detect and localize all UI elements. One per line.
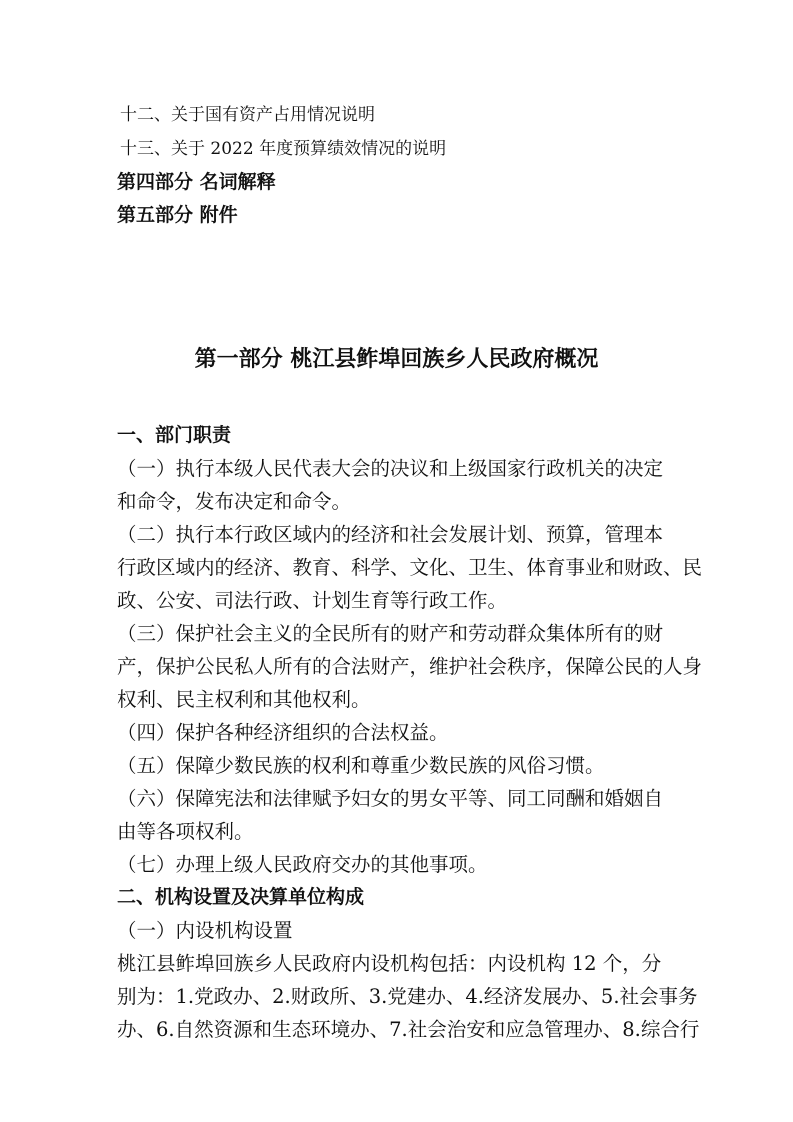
- toc-part-5: 第五部分 附件: [117, 204, 238, 226]
- paragraph-line: （三）保护社会主义的全民所有的财产和劳动群众集体所有的财: [117, 622, 664, 645]
- paragraph-line: 权利、民主权利和其他权利。: [117, 688, 371, 711]
- heading-structure: 二、机构设置及决算单位构成: [117, 886, 365, 908]
- paragraph-line: 产，保护公民私人所有的合法财产，维护社会秩序，保障公民的人身: [117, 655, 703, 678]
- paragraph-line: 行政区域内的经济、教育、科学、文化、卫生、体育事业和财政、民: [117, 556, 703, 579]
- paragraph-line: 和命令，发布决定和命令。: [117, 490, 352, 513]
- paragraph-line: 别为：1.党政办、2.财政所、3.党建办、4.经济发展办、5.社会事务: [117, 985, 698, 1008]
- paragraph-line: 办、6.自然资源和生态环境办、7.社会治安和应急管理办、8.综合行: [117, 1018, 700, 1041]
- paragraph-line: 桃江县鲊埠回族乡人民政府内设机构包括：内设机构 12 个，分: [117, 952, 662, 975]
- section-title: 第一部分 桃江县鲊埠回族乡人民政府概况: [194, 347, 599, 372]
- paragraph-line: （五）保障少数民族的权利和尊重少数民族的风俗习惯。: [117, 754, 605, 777]
- paragraph-line: （四）保护各种经济组织的合法权益。: [117, 721, 449, 744]
- paragraph-line: 由等各项权利。: [117, 820, 254, 843]
- toc-part-4: 第四部分 名词解释: [117, 171, 276, 193]
- toc-item-13: 十三、关于 2022 年度预算绩效情况的说明: [120, 139, 447, 159]
- paragraph-line: （一）执行本级人民代表大会的决议和上级国家行政机关的决定: [117, 457, 664, 480]
- paragraph-line: 政、公安、司法行政、计划生育等行政工作。: [117, 589, 508, 612]
- toc-item-12: 十二、关于国有资产占用情况说明: [120, 105, 375, 125]
- paragraph-line: （二）执行本行政区域内的经济和社会发展计划、预算，管理本: [117, 523, 664, 546]
- subheading-internal-units: （一）内设机构设置: [117, 919, 293, 942]
- paragraph-line: （七）办理上级人民政府交办的其他事项。: [117, 853, 488, 876]
- paragraph-line: （六）保障宪法和法律赋予妇女的男女平等、同工同酬和婚姻自: [117, 787, 664, 810]
- heading-duties: 一、部门职责: [117, 424, 232, 446]
